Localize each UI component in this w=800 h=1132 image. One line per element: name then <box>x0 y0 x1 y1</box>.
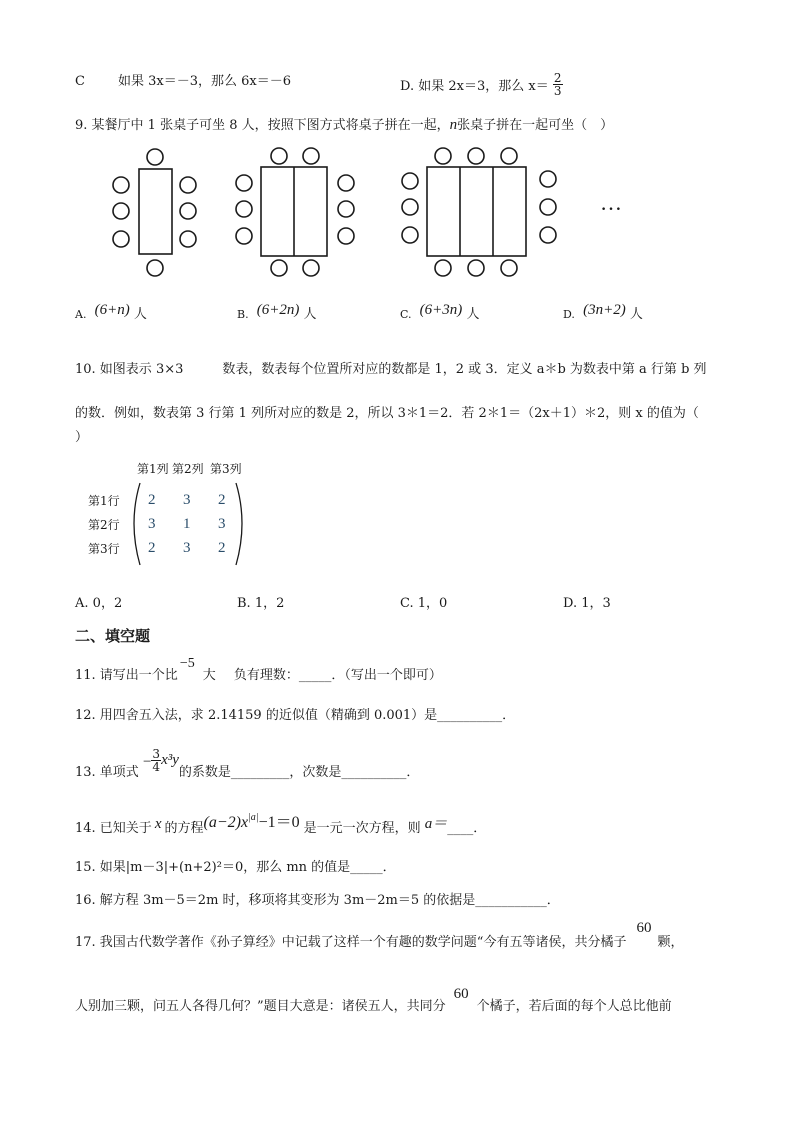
q9-option-a-expr: (6+n) <box>94 302 130 318</box>
q10-option-b-text: 1，2 <box>254 596 285 611</box>
q17-line2-tail: 个橘子，若后面的每个人总比他前 <box>476 999 672 1014</box>
q9-variable-n: n <box>449 117 458 133</box>
q10-option-d-text: 1，3 <box>581 596 611 611</box>
q11-superscript: −5 <box>179 656 195 671</box>
q10-option-c <box>400 596 447 612</box>
q17-number-60: 60 <box>453 986 469 1002</box>
q8-fraction-denominator: 3 <box>553 84 562 98</box>
matrix-cell: 2 <box>218 540 226 556</box>
q14-variable-x: x <box>154 816 162 832</box>
q9-option-d-unit: 人 <box>629 307 643 322</box>
q10-option-d <box>563 596 611 612</box>
matrix-col-header-1: 第1列 <box>137 462 169 476</box>
q9-option-b-unit: 人 <box>303 307 317 322</box>
q13-minus-sign: − <box>142 754 152 770</box>
q9-option-a-unit: 人 <box>133 307 147 322</box>
q14-middle: 的方程 <box>164 821 204 836</box>
q9-suffix: 张桌子拼在一起可坐（ ） <box>457 118 614 133</box>
q17-number-60: 60 <box>636 920 652 936</box>
q13-numerator: 3 <box>152 747 161 761</box>
q8-option-d-text: 如果 2x＝3，那么 x＝ <box>418 79 549 94</box>
matrix-row-header-3: 第3行 <box>88 542 120 556</box>
q8-option-c-label: C <box>75 74 85 89</box>
q9-option-b-expr: (6+2n) <box>256 302 300 318</box>
q17-line1-tail: 颗， <box>657 935 684 950</box>
q9-option-a-label: A. <box>75 308 87 321</box>
q10-line2: 的数．例如，数表第 3 行第 1 列所对应的数是 2，所以 3＊1＝2．若 2＊1＝（2x＋1）＊2，则 x 的值为（ <box>75 406 699 421</box>
matrix-cell: 3 <box>218 516 226 532</box>
q9-option-d-label: D. <box>563 308 575 321</box>
q14-equation: (a−2)x <box>203 814 249 831</box>
matrix-cell: 1 <box>183 516 191 532</box>
section-heading: 二、填空题 <box>75 627 151 645</box>
q10-option-b <box>237 596 284 612</box>
q17-line1 <box>75 920 684 951</box>
q14 <box>75 812 487 838</box>
q14-blank: ____． <box>447 821 487 836</box>
q10-option-c-label: C. <box>400 596 414 611</box>
matrix-cell: 3 <box>148 516 156 532</box>
q13-prefix: 13. 单项式 <box>75 765 139 780</box>
q9-ellipsis: … <box>600 190 622 215</box>
q13-denominator: 4 <box>152 760 161 774</box>
q17-line1-text: 17. 我国古代数学著作《孙子算经》中记载了这样一个有趣的数学问题“今有五等诸侯，共分橘子 <box>75 935 627 950</box>
q10-option-a <box>75 596 122 612</box>
q14-prefix: 14. 已知关于 <box>75 821 152 836</box>
q14-a-equals: a＝ <box>424 816 448 832</box>
q8-fraction-numerator: 2 <box>553 71 562 85</box>
q13-monomial: x³y <box>161 752 179 768</box>
q13 <box>75 747 420 785</box>
matrix-col-header-3: 第3列 <box>210 462 242 476</box>
q10-line3: ） <box>75 430 89 445</box>
q17-line2-text: 人别加三颗，问五人各得几何？”题目大意是：诸侯五人，共同分 <box>75 999 446 1014</box>
q9-prefix: 9. 某餐厅中 1 张桌子可坐 8 人，按照下图方式将桌子拼在一起， <box>75 118 450 133</box>
q11-prefix: 11. 请写出一个比 <box>75 668 178 683</box>
q8-option-c-text: 如果 3x＝－3，那么 6x＝－6 <box>118 74 292 89</box>
q14-exponent: |a| <box>248 812 259 823</box>
q9-option-b-label: B. <box>237 308 249 321</box>
q14-suffix: 是一元一次方程，则 <box>303 821 421 836</box>
q10-option-b-label: B. <box>237 596 251 611</box>
q13-suffix: 的系数是_________，次数是__________． <box>178 765 420 780</box>
q16: 16. 解方程 3m－5＝2m 时，移项将其变形为 3m－2m＝5 的依据是___________． <box>75 893 560 908</box>
matrix-cell: 3 <box>183 540 191 556</box>
q11-middle: 大 <box>202 668 216 683</box>
matrix-cell: 3 <box>183 492 191 508</box>
q9-option-c-expr: (6+3n) <box>419 302 463 318</box>
matrix-row-header-2: 第2行 <box>88 518 120 532</box>
q9-option-c-unit: 人 <box>466 307 480 322</box>
q12: 12. 用四舍五入法，求 2.14159 的近似值（精确到 0.001）是__________． <box>75 708 516 723</box>
q9-option-c-label: C. <box>400 308 412 321</box>
q10-line1: 10. 如图表示 3×3 数表，数表每个位置所对应的数都是 1，2 或 3．定义 a＊b 为数表中第 a 行第 b 列 <box>75 362 707 377</box>
q15: 15. 如果|m－3|+(n+2)²＝0，那么 mn 的值是_____． <box>75 860 396 875</box>
matrix-cell: 2 <box>148 492 156 508</box>
matrix-cell: 2 <box>218 492 226 508</box>
q9-option-d-expr: (3n+2) <box>583 302 626 318</box>
matrix-cell: 2 <box>148 540 156 556</box>
matrix-col-header-2: 第2列 <box>172 462 204 476</box>
q11-suffix: 负有理数：_____．（写出一个即可） <box>233 668 442 683</box>
q14-equation-tail: −1＝0 <box>258 814 300 831</box>
q8-option-d-label: D. <box>400 79 415 94</box>
q13-fraction <box>151 748 161 773</box>
q10-option-c-text: 1，0 <box>417 596 448 611</box>
q10-option-a-text: 0，2 <box>92 596 123 611</box>
q17-line2 <box>75 986 672 1015</box>
q11 <box>75 656 442 684</box>
q10-option-a-label: A. <box>75 596 89 611</box>
q10-option-d-label: D. <box>563 596 578 611</box>
matrix-row-header-1: 第1行 <box>88 494 120 508</box>
